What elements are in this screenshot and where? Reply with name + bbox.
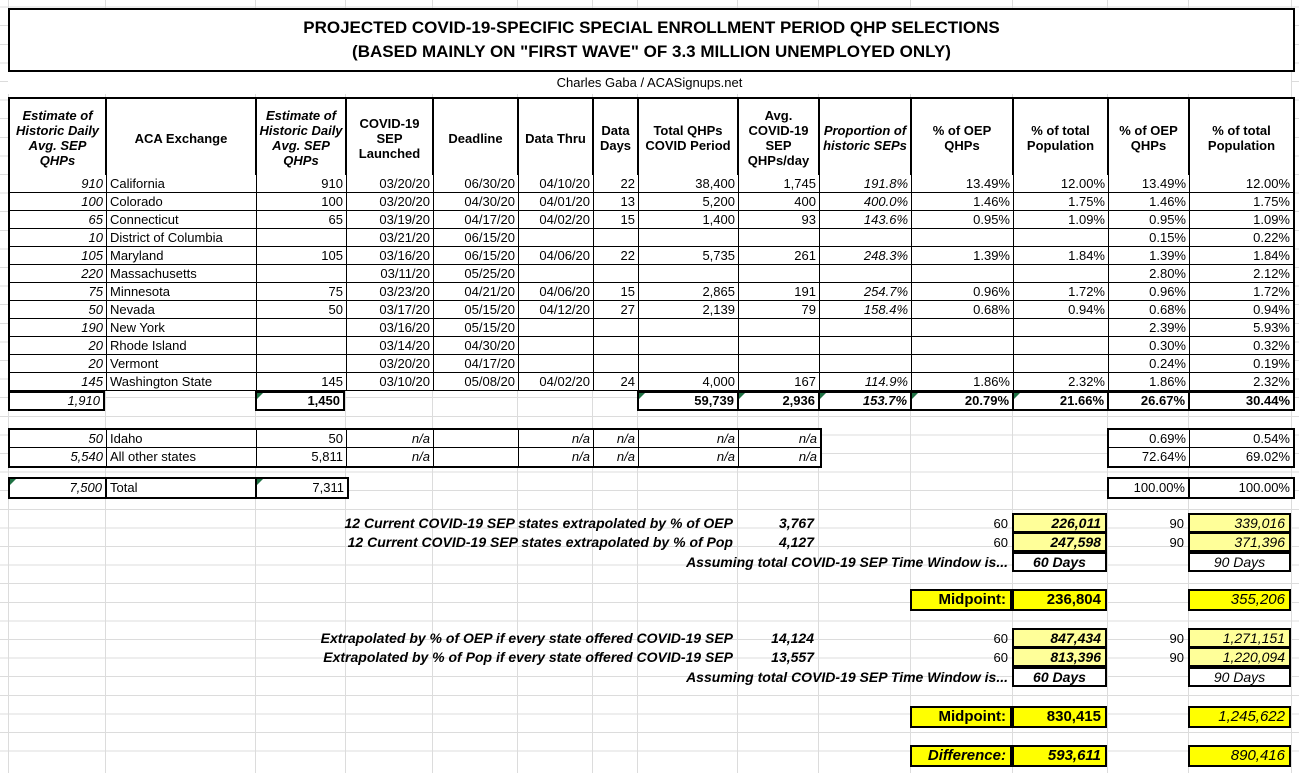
table-row	[10, 319, 1293, 337]
assuming-label: Assuming total COVID-19 SEP Time Window is...	[686, 554, 1008, 570]
days-90-value[interactable]: 90	[1169, 516, 1184, 531]
extrapolation-label[interactable]: 12 Current COVID-19 SEP states extrapolated by % of OEP	[344, 515, 733, 531]
cell-estimate-qhps[interactable]	[257, 229, 347, 247]
total-pct-oep-a-cell[interactable]: 20.79%	[912, 393, 1014, 409]
cell-estimate-qhps[interactable]	[257, 337, 347, 355]
table-body	[8, 175, 1295, 391]
midpoint-60-cell[interactable]: 236,804	[1012, 589, 1107, 611]
cell-pct-oep-a[interactable]: 1.86%	[912, 373, 1014, 391]
cell-proportion[interactable]	[820, 319, 912, 337]
cell-pct-oep-b[interactable]: 0.15%	[1109, 229, 1190, 247]
cell-deadline[interactable]: 05/15/20	[434, 301, 519, 319]
cell-pct-pop-a[interactable]: 2.32%	[1014, 373, 1109, 391]
window-90-cell[interactable]: 90 Days	[1188, 667, 1291, 687]
cell-estimate-qhps[interactable]	[257, 319, 347, 337]
cell-exchange[interactable]: New York	[107, 319, 257, 337]
extrapolation-value[interactable]: 4,127	[778, 534, 814, 550]
cell-historic-qhps[interactable]: 20	[10, 337, 107, 355]
h-avg-per-day[interactable]: Avg. COVID-19 SEP QHPs/day	[739, 99, 820, 177]
cell-proportion[interactable]: 191.8%	[820, 175, 912, 193]
cell-data-days[interactable]: 15	[594, 283, 639, 301]
difference-60-cell[interactable]: 593,611	[1012, 745, 1107, 767]
cell-estimate-qhps[interactable]	[257, 265, 347, 283]
cell-sep-launched[interactable]: 03/14/20	[347, 337, 434, 355]
cell-data-thru[interactable]	[519, 265, 594, 283]
window-90-cell[interactable]: 90 Days	[1188, 552, 1291, 572]
midpoint-60-cell[interactable]: 830,415	[1012, 706, 1107, 728]
cell-exchange[interactable]: California	[107, 175, 257, 193]
cell-data-days[interactable]	[594, 337, 639, 355]
table-header-row	[8, 97, 1295, 179]
cell-exchange[interactable]: Maryland	[107, 247, 257, 265]
cell-avg-per-day[interactable]: 400	[739, 193, 820, 211]
grand-total-estimate[interactable]: 7,311	[257, 479, 347, 497]
cell-pct-oep-b[interactable]: 2.80%	[1109, 265, 1190, 283]
cell-pct-oep-a[interactable]	[912, 229, 1014, 247]
cell-pct-pop-b[interactable]: 0.22%	[1190, 229, 1293, 247]
cell-pct-oep-b[interactable]: 13.49%	[1109, 175, 1190, 193]
cell-avg-per-day[interactable]: 1,745	[739, 175, 820, 193]
cell-avg-per-day[interactable]: 167	[739, 373, 820, 391]
cell-data-thru[interactable]: n/a	[519, 430, 594, 448]
total-avg-cell[interactable]: 2,936	[739, 393, 820, 409]
grand-total-pct-oep[interactable]: 100.00%	[1109, 479, 1190, 497]
difference-90-cell[interactable]: 890,416	[1188, 745, 1291, 767]
difference-label-cell[interactable]: Difference:	[910, 745, 1012, 767]
cell-pct-oep-a[interactable]	[912, 337, 1014, 355]
cell-data-days[interactable]: n/a	[594, 430, 639, 448]
days-90-value[interactable]: 90	[1169, 535, 1184, 550]
cell-deadline[interactable]: 06/15/20	[434, 229, 519, 247]
extrapolation-value[interactable]: 14,124	[771, 630, 814, 646]
table-row	[10, 265, 1293, 283]
cell-proportion[interactable]: 254.7%	[820, 283, 912, 301]
cell-pct-pop-a[interactable]: 1.84%	[1014, 247, 1109, 265]
cell-pct-oep-a[interactable]: 0.68%	[912, 301, 1014, 319]
cell-historic-qhps[interactable]: 5,540	[10, 448, 107, 466]
projection-60-cell[interactable]: 847,434	[1012, 628, 1107, 648]
h-proportion[interactable]: Proportion of historic SEPs	[820, 99, 912, 177]
cell-pct-pop-b[interactable]: 0.19%	[1190, 355, 1293, 373]
cell-historic-qhps[interactable]: 75	[10, 283, 107, 301]
cell-pct-oep-a[interactable]: 0.96%	[912, 283, 1014, 301]
cell-total-qhps[interactable]: 2,139	[639, 301, 739, 319]
cell-avg-per-day[interactable]: 261	[739, 247, 820, 265]
projection-60-cell[interactable]: 247,598	[1012, 532, 1107, 552]
cell-data-days[interactable]: 22	[594, 175, 639, 193]
cell-exchange[interactable]: Nevada	[107, 301, 257, 319]
cell-estimate-qhps[interactable]: 75	[257, 283, 347, 301]
cell-sep-launched[interactable]: 03/20/20	[347, 175, 434, 193]
projection-90-cell[interactable]: 339,016	[1188, 513, 1291, 533]
cell-proportion[interactable]: 400.0%	[820, 193, 912, 211]
table-row	[10, 247, 1293, 265]
cell-estimate-qhps[interactable]: 105	[257, 247, 347, 265]
cell-pct-pop-b[interactable]: 0.94%	[1190, 301, 1293, 319]
cell-historic-qhps[interactable]: 100	[10, 193, 107, 211]
h-exchange[interactable]: ACA Exchange	[107, 99, 257, 177]
cell-data-days[interactable]	[594, 355, 639, 373]
title-box	[8, 8, 1295, 72]
cell-pct-pop-b[interactable]: 0.54%	[1190, 430, 1293, 448]
cell-pct-pop-b[interactable]: 69.02%	[1190, 448, 1293, 466]
h-pct-oep-b[interactable]: % of OEP QHPs	[1109, 99, 1190, 177]
cell-total-qhps[interactable]	[639, 337, 739, 355]
cell-avg-per-day[interactable]: 191	[739, 283, 820, 301]
title-line-1: PROJECTED COVID-19-SPECIFIC SPECIAL ENROLLMENT PERIOD QHP SELECTIONS	[303, 18, 1000, 37]
h-pct-oep-a[interactable]: % of OEP QHPs	[912, 99, 1014, 177]
cell-deadline[interactable]: 04/21/20	[434, 283, 519, 301]
cell-pct-pop-a[interactable]	[1014, 229, 1109, 247]
cell-estimate-qhps[interactable]: 5,811	[257, 448, 347, 466]
cell-pct-oep-a[interactable]: 1.39%	[912, 247, 1014, 265]
cell-pct-pop-b[interactable]: 0.32%	[1190, 337, 1293, 355]
h-deadline[interactable]: Deadline	[434, 99, 519, 177]
cell-deadline[interactable]	[434, 430, 519, 448]
total-pct-pop-b-cell[interactable]: 30.44%	[1190, 393, 1293, 409]
cell-data-thru[interactable]	[519, 319, 594, 337]
cell-pct-pop-a[interactable]: 1.09%	[1014, 211, 1109, 229]
cell-exchange[interactable]: Connecticut	[107, 211, 257, 229]
cell-exchange[interactable]: Massachusetts	[107, 265, 257, 283]
cell-pct-oep-b[interactable]: 72.64%	[1109, 448, 1190, 466]
h-historic-left[interactable]: Estimate of Historic Daily Avg. SEP QHPs	[10, 99, 107, 177]
cell-deadline[interactable]: 04/30/20	[434, 193, 519, 211]
cell-data-thru[interactable]: n/a	[519, 448, 594, 466]
cell-estimate-qhps[interactable]: 910	[257, 175, 347, 193]
projection-60-cell[interactable]: 226,011	[1012, 513, 1107, 533]
cell-total-qhps[interactable]: 5,735	[639, 247, 739, 265]
cell-data-thru[interactable]: 04/06/20	[519, 247, 594, 265]
grand-total-block	[8, 477, 349, 499]
cell-proportion[interactable]	[820, 355, 912, 373]
cell-sep-launched[interactable]: n/a	[347, 448, 434, 466]
cell-data-thru[interactable]: 04/12/20	[519, 301, 594, 319]
total-estimate-cell[interactable]: 1,450	[255, 391, 345, 411]
cell-pct-pop-a[interactable]: 12.00%	[1014, 175, 1109, 193]
cell-deadline[interactable]: 04/17/20	[434, 355, 519, 373]
cell-total-qhps[interactable]	[639, 355, 739, 373]
cell-avg-per-day[interactable]	[739, 355, 820, 373]
cell-data-days[interactable]	[594, 229, 639, 247]
cell-sep-launched[interactable]: n/a	[347, 430, 434, 448]
cell-total-qhps[interactable]: 5,200	[639, 193, 739, 211]
cell-sep-launched[interactable]: 03/19/20	[347, 211, 434, 229]
other-states-right-block	[1107, 428, 1295, 468]
cell-historic-qhps[interactable]: 190	[10, 319, 107, 337]
table-row	[1109, 430, 1293, 448]
total-proportion-cell[interactable]: 153.7%	[820, 393, 912, 409]
table-row	[10, 355, 1293, 373]
extrapolation-label[interactable]: Extrapolated by % of Pop if every state offered COVID-19 SEP	[323, 649, 733, 665]
cell-pct-oep-a[interactable]: 13.49%	[912, 175, 1014, 193]
table-row	[10, 193, 1293, 211]
cell-historic-qhps[interactable]: 50	[10, 301, 107, 319]
table-row	[10, 301, 1293, 319]
grand-total-label[interactable]: Total	[107, 479, 257, 497]
cell-estimate-qhps[interactable]: 145	[257, 373, 347, 391]
cell-proportion[interactable]: 248.3%	[820, 247, 912, 265]
table-row	[10, 448, 820, 466]
cell-pct-pop-a[interactable]: 1.75%	[1014, 193, 1109, 211]
cell-pct-oep-b[interactable]: 0.24%	[1109, 355, 1190, 373]
midpoint-label-cell[interactable]: Midpoint:	[910, 706, 1012, 728]
projection-60-cell[interactable]: 813,396	[1012, 647, 1107, 667]
cell-pct-oep-b[interactable]: 1.46%	[1109, 193, 1190, 211]
cell-historic-qhps[interactable]: 220	[10, 265, 107, 283]
h-sep-launched[interactable]: COVID-19 SEP Launched	[347, 99, 434, 177]
title-line-2: (BASED MAINLY ON "FIRST WAVE" OF 3.3 MILLION UNEMPLOYED ONLY)	[352, 42, 951, 61]
cell-proportion[interactable]: 158.4%	[820, 301, 912, 319]
cell-data-days[interactable]: 27	[594, 301, 639, 319]
cell-pct-oep-b[interactable]: 0.69%	[1109, 430, 1190, 448]
cell-total-qhps[interactable]	[639, 265, 739, 283]
cell-historic-qhps[interactable]: 65	[10, 211, 107, 229]
cell-estimate-qhps[interactable]: 50	[257, 430, 347, 448]
cell-pct-pop-b[interactable]: 1.84%	[1190, 247, 1293, 265]
cell-pct-oep-a[interactable]: 1.46%	[912, 193, 1014, 211]
cell-data-thru[interactable]	[519, 229, 594, 247]
window-60-cell[interactable]: 60 Days	[1012, 667, 1107, 687]
cell-pct-oep-a[interactable]: 0.95%	[912, 211, 1014, 229]
cell-estimate-qhps[interactable]: 50	[257, 301, 347, 319]
cell-exchange[interactable]: Minnesota	[107, 283, 257, 301]
cell-data-days[interactable]	[594, 265, 639, 283]
cell-pct-pop-a[interactable]	[1014, 319, 1109, 337]
cell-data-days[interactable]: 22	[594, 247, 639, 265]
cell-total-qhps[interactable]: 4,000	[639, 373, 739, 391]
projection-90-cell[interactable]: 371,396	[1188, 532, 1291, 552]
total-pct-pop-a-cell[interactable]: 21.66%	[1014, 393, 1109, 409]
total-qhps-cell[interactable]: 59,739	[639, 393, 739, 409]
cell-pct-oep-b[interactable]: 0.68%	[1109, 301, 1190, 319]
cell-historic-qhps[interactable]: 20	[10, 355, 107, 373]
cell-proportion[interactable]: 143.6%	[820, 211, 912, 229]
cell-data-days[interactable]	[594, 319, 639, 337]
days-60-value[interactable]: 60	[993, 516, 1008, 531]
cell-historic-qhps[interactable]: 50	[10, 430, 107, 448]
cell-data-days[interactable]: 13	[594, 193, 639, 211]
cell-sep-launched[interactable]: 03/16/20	[347, 319, 434, 337]
cell-total-qhps[interactable]	[639, 229, 739, 247]
cell-exchange[interactable]: Colorado	[107, 193, 257, 211]
grand-total-pct-block	[1107, 477, 1295, 499]
h-data-days[interactable]: Data Days	[594, 99, 639, 177]
days-60-value[interactable]: 60	[993, 535, 1008, 550]
cell-pct-pop-a[interactable]	[1014, 337, 1109, 355]
table-row	[10, 373, 1293, 391]
cell-avg-per-day[interactable]: n/a	[739, 448, 820, 466]
h-pct-pop-b[interactable]: % of total Population	[1190, 99, 1293, 177]
h-total-qhps[interactable]: Total QHPs COVID Period	[639, 99, 739, 177]
cell-total-qhps[interactable]: n/a	[639, 448, 739, 466]
cell-pct-pop-a[interactable]: 0.94%	[1014, 301, 1109, 319]
cell-pct-oep-a[interactable]	[912, 355, 1014, 373]
extrapolation-value[interactable]: 13,557	[771, 649, 814, 665]
cell-historic-qhps[interactable]: 145	[10, 373, 107, 391]
cell-data-thru[interactable]: 04/02/20	[519, 211, 594, 229]
cell-data-days[interactable]: 15	[594, 211, 639, 229]
cell-pct-pop-b[interactable]: 1.72%	[1190, 283, 1293, 301]
days-90-value[interactable]: 90	[1169, 631, 1184, 646]
window-60-cell[interactable]: 60 Days	[1012, 552, 1107, 572]
extrapolation-value[interactable]: 3,767	[778, 515, 814, 531]
cell-deadline[interactable]: 05/15/20	[434, 319, 519, 337]
total-pct-oep-b-cell[interactable]: 26.67%	[1109, 393, 1190, 409]
assuming-label: Assuming total COVID-19 SEP Time Window is...	[686, 669, 1008, 685]
cell-pct-oep-b[interactable]: 0.30%	[1109, 337, 1190, 355]
cell-pct-pop-b[interactable]: 12.00%	[1190, 175, 1293, 193]
cell-pct-oep-b[interactable]: 0.96%	[1109, 283, 1190, 301]
cell-proportion[interactable]: 114.9%	[820, 373, 912, 391]
cell-historic-qhps[interactable]: 105	[10, 247, 107, 265]
h-pct-pop-a[interactable]: % of total Population	[1014, 99, 1109, 177]
total-row-group	[637, 391, 1295, 411]
cell-deadline[interactable]	[434, 448, 519, 466]
cell-sep-launched[interactable]: 03/10/20	[347, 373, 434, 391]
total-historic-cell[interactable]: 1,910	[8, 391, 105, 411]
cell-exchange[interactable]: Washington State	[107, 373, 257, 391]
cell-data-days[interactable]: n/a	[594, 448, 639, 466]
cell-historic-qhps[interactable]: 10	[10, 229, 107, 247]
days-60-value[interactable]: 60	[993, 650, 1008, 665]
cell-avg-per-day[interactable]	[739, 337, 820, 355]
cell-data-thru[interactable]: 04/01/20	[519, 193, 594, 211]
cell-total-qhps[interactable]: 38,400	[639, 175, 739, 193]
other-states-left-block	[8, 428, 822, 468]
cell-exchange[interactable]: Rhode Island	[107, 337, 257, 355]
cell-sep-launched[interactable]: 03/16/20	[347, 247, 434, 265]
table-row	[10, 283, 1293, 301]
cell-historic-qhps[interactable]: 910	[10, 175, 107, 193]
cell-exchange[interactable]: Vermont	[107, 355, 257, 373]
table-row	[1109, 448, 1293, 466]
cell-data-days[interactable]: 24	[594, 373, 639, 391]
cell-estimate-qhps[interactable]: 100	[257, 193, 347, 211]
extrapolation-label[interactable]: 12 Current COVID-19 SEP states extrapolated by % of Pop	[347, 534, 733, 550]
cell-deadline[interactable]: 04/30/20	[434, 337, 519, 355]
cell-sep-launched[interactable]: 03/20/20	[347, 355, 434, 373]
midpoint-90-cell[interactable]: 355,206	[1188, 589, 1291, 611]
table-row	[10, 430, 820, 448]
cell-pct-pop-a[interactable]: 1.72%	[1014, 283, 1109, 301]
cell-deadline[interactable]: 05/25/20	[434, 265, 519, 283]
cell-data-thru[interactable]: 04/10/20	[519, 175, 594, 193]
cell-data-thru[interactable]: 04/02/20	[519, 373, 594, 391]
cell-avg-per-day[interactable]: 79	[739, 301, 820, 319]
cell-sep-launched[interactable]: 03/20/20	[347, 193, 434, 211]
table-row	[10, 211, 1293, 229]
cell-pct-pop-b[interactable]: 2.12%	[1190, 265, 1293, 283]
cell-proportion[interactable]	[820, 337, 912, 355]
cell-avg-per-day[interactable]	[739, 229, 820, 247]
cell-pct-oep-b[interactable]: 0.95%	[1109, 211, 1190, 229]
byline: Charles Gaba / ACASignups.net	[8, 72, 1291, 94]
cell-total-qhps[interactable]	[639, 319, 739, 337]
grand-total-pct-pop[interactable]: 100.00%	[1190, 479, 1293, 497]
projection-90-cell[interactable]: 1,271,151	[1188, 628, 1291, 648]
cell-data-thru[interactable]	[519, 337, 594, 355]
cell-deadline[interactable]: 04/17/20	[434, 211, 519, 229]
cell-deadline[interactable]: 05/08/20	[434, 373, 519, 391]
cell-pct-oep-b[interactable]: 1.39%	[1109, 247, 1190, 265]
cell-avg-per-day[interactable]: n/a	[739, 430, 820, 448]
grand-total-historic[interactable]: 7,500	[10, 479, 107, 497]
cell-pct-oep-a[interactable]	[912, 319, 1014, 337]
table-row	[10, 337, 1293, 355]
cell-pct-oep-b[interactable]: 1.86%	[1109, 373, 1190, 391]
days-90-value[interactable]: 90	[1169, 650, 1184, 665]
cell-avg-per-day[interactable]	[739, 319, 820, 337]
cell-avg-per-day[interactable]: 93	[739, 211, 820, 229]
table-row	[10, 229, 1293, 247]
extrapolation-label[interactable]: Extrapolated by % of OEP if every state offered COVID-19 SEP	[320, 630, 733, 646]
cell-sep-launched[interactable]: 03/23/20	[347, 283, 434, 301]
cell-pct-oep-b[interactable]: 2.39%	[1109, 319, 1190, 337]
cell-sep-launched[interactable]: 03/11/20	[347, 265, 434, 283]
cell-total-qhps[interactable]: n/a	[639, 430, 739, 448]
cell-pct-pop-a[interactable]	[1014, 355, 1109, 373]
cell-data-thru[interactable]: 04/06/20	[519, 283, 594, 301]
cell-pct-oep-a[interactable]	[912, 265, 1014, 283]
cell-proportion[interactable]	[820, 229, 912, 247]
cell-avg-per-day[interactable]	[739, 265, 820, 283]
cell-pct-pop-b[interactable]: 2.32%	[1190, 373, 1293, 391]
cell-sep-launched[interactable]: 03/21/20	[347, 229, 434, 247]
cell-sep-launched[interactable]: 03/17/20	[347, 301, 434, 319]
cell-total-qhps[interactable]: 1,400	[639, 211, 739, 229]
cell-estimate-qhps[interactable]	[257, 355, 347, 373]
cell-deadline[interactable]: 06/30/20	[434, 175, 519, 193]
cell-exchange[interactable]: Idaho	[107, 430, 257, 448]
cell-exchange[interactable]: District of Columbia	[107, 229, 257, 247]
table-row	[10, 175, 1293, 193]
cell-estimate-qhps[interactable]: 65	[257, 211, 347, 229]
h-historic-est[interactable]: Estimate of Historic Daily Avg. SEP QHPs	[257, 99, 347, 177]
midpoint-label-cell[interactable]: Midpoint:	[910, 589, 1012, 611]
cell-total-qhps[interactable]: 2,865	[639, 283, 739, 301]
days-60-value[interactable]: 60	[993, 631, 1008, 646]
cell-data-thru[interactable]	[519, 355, 594, 373]
cell-pct-pop-b[interactable]: 1.09%	[1190, 211, 1293, 229]
h-data-thru[interactable]: Data Thru	[519, 99, 594, 177]
midpoint-90-cell[interactable]: 1,245,622	[1188, 706, 1291, 728]
cell-exchange[interactable]: All other states	[107, 448, 257, 466]
cell-pct-pop-b[interactable]: 5.93%	[1190, 319, 1293, 337]
projection-90-cell[interactable]: 1,220,094	[1188, 647, 1291, 667]
cell-proportion[interactable]	[820, 265, 912, 283]
cell-deadline[interactable]: 06/15/20	[434, 247, 519, 265]
cell-pct-pop-b[interactable]: 1.75%	[1190, 193, 1293, 211]
cell-pct-pop-a[interactable]	[1014, 265, 1109, 283]
